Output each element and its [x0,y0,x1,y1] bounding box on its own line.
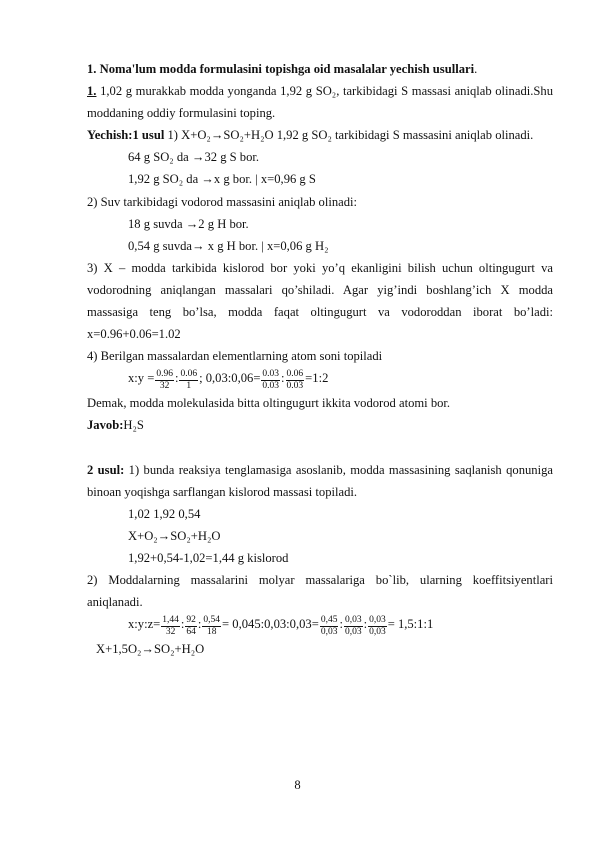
problem-statement: 1. 1,02 g murakkab modda yonganda 1,92 g SO₂, tarkibidagi S massasi aniqlab olinadi.Shu moddaning oddiy formulasini toping. [87,84,553,121]
solution1-ratio: x:y = $\frac{0.96}{32}$ : $\frac{0.06}{1}$ ; 0,03:0,06= $\frac{0.03}{0.03}$ : $\frac{0.06}{0.03}$ =1:2 [128,369,329,392]
section-heading: 1. Noma'lum modda formulasini topishga oid masalalar yechish usullari. [87,62,478,76]
solution1-step3: 3) X – modda tarkibida kislorod bor yoki yo’q ekanligini bilish uchun oltingugurt va vodorodning aniqlangan massalari qo’shiladi. Agar yig’indi boshlang’ich X modda massasiga teng bo’lsa, modda faqat oltingugurt va vodoroddan iborat bo’ladi: x=0.96+0.06=1.02 [87,260,553,342]
solution1-line3: 18 g suvda →2 g H bor. [128,216,249,231]
solution2-line2: X+O₂→SO₂+H₂O [128,528,221,543]
solution2-line3: 1,92+0,54-1,02=1,44 g kislorod [128,550,289,565]
heading-text: 1. Noma'lum modda formulasini topishga oid masalalar yechish usullari [87,62,475,76]
fraction: $\frac{1,44}{32}$ [162,615,179,638]
fraction: $\frac{0.96}{32}$ [156,369,173,392]
answer-value: H₂S [123,418,144,433]
solution2-line1: 1,02 1,92 0,54 [128,506,201,521]
fraction: $\frac{0,03}{0,03}$ [344,615,362,638]
solution1-label: Yechish:1 usul [87,128,165,143]
solution1-conclusion: Demak, modda molekulasida bitta oltingugurt ikkita vodorod atomi bor. [87,396,451,411]
answer-label: Javob: [87,418,124,433]
fraction: $\frac{0,45}{0,03}$ [320,615,338,638]
fraction: $\frac{92}{64}$ [186,615,196,638]
solution1-step1: Yechish:1 usul 1) X+O₂→SO₂+H₂O 1,92 g SO₂ tarkibidagi S massasini aniqlab olinadi. [87,128,534,143]
answer [87,414,553,436]
solution2-step2: 2) Moddalarning massalarini molyar massalariga bo`lib, ularning koeffitsiyentlari aniqlanadi. [87,572,553,610]
solution1-step2: 2) Suv tarkibidagi vodorod massasini aniqlab olinadi: [87,194,358,209]
solution1-line4: 0,54 g suvda→ x g H bor. | x=0,06 g H₂ [128,238,329,253]
solution2-final-equation: X+1,5O₂→SO₂+H₂O [96,642,205,657]
solution1-line1: 64 g SO₂ da →32 g S bor. [128,150,260,165]
fraction: $\frac{0,54}{18}$ [203,615,221,638]
fraction: $\frac{0.03}{0.03}$ [262,369,280,392]
fraction: $\frac{0,03}{0,03}$ [369,615,386,638]
solution2-ratio: x:y:z= $\frac{1,44}{32}$ : $\frac{92}{64}$ : $\frac{0,54}{18}$ = 0,045:0,03:0,03= $\frac{0,45}{0,03}$ : $\frac{0,03}{0,03}$ : $\frac{0,03}{0,03}$ = 1,5:1:1 [128,615,434,638]
solution2-step1: 2 usul: 1) bunda reaksiya tenglamasiga asoslanib, modda massasining saqlanish qonuniga binoan yoqishga sarflangan kislorod massasi topiladi. [87,462,553,499]
spacer [87,437,553,459]
page-number: 8 [294,778,301,792]
fraction: $\frac{0.06}{0.03}$ [286,369,304,392]
fraction: $\frac{0.06}{1}$ [180,369,198,392]
solution1-line2: 1,92 g SO₂ da →x g bor. | x=0,96 g S [128,172,316,187]
document-body [87,58,553,660]
problem-number: 1. [87,84,97,99]
solution2-label: 2 usul: [87,462,125,477]
solution1-step4: 4) Berilgan massalardan elementlarning atom soni topiladi [87,349,383,364]
